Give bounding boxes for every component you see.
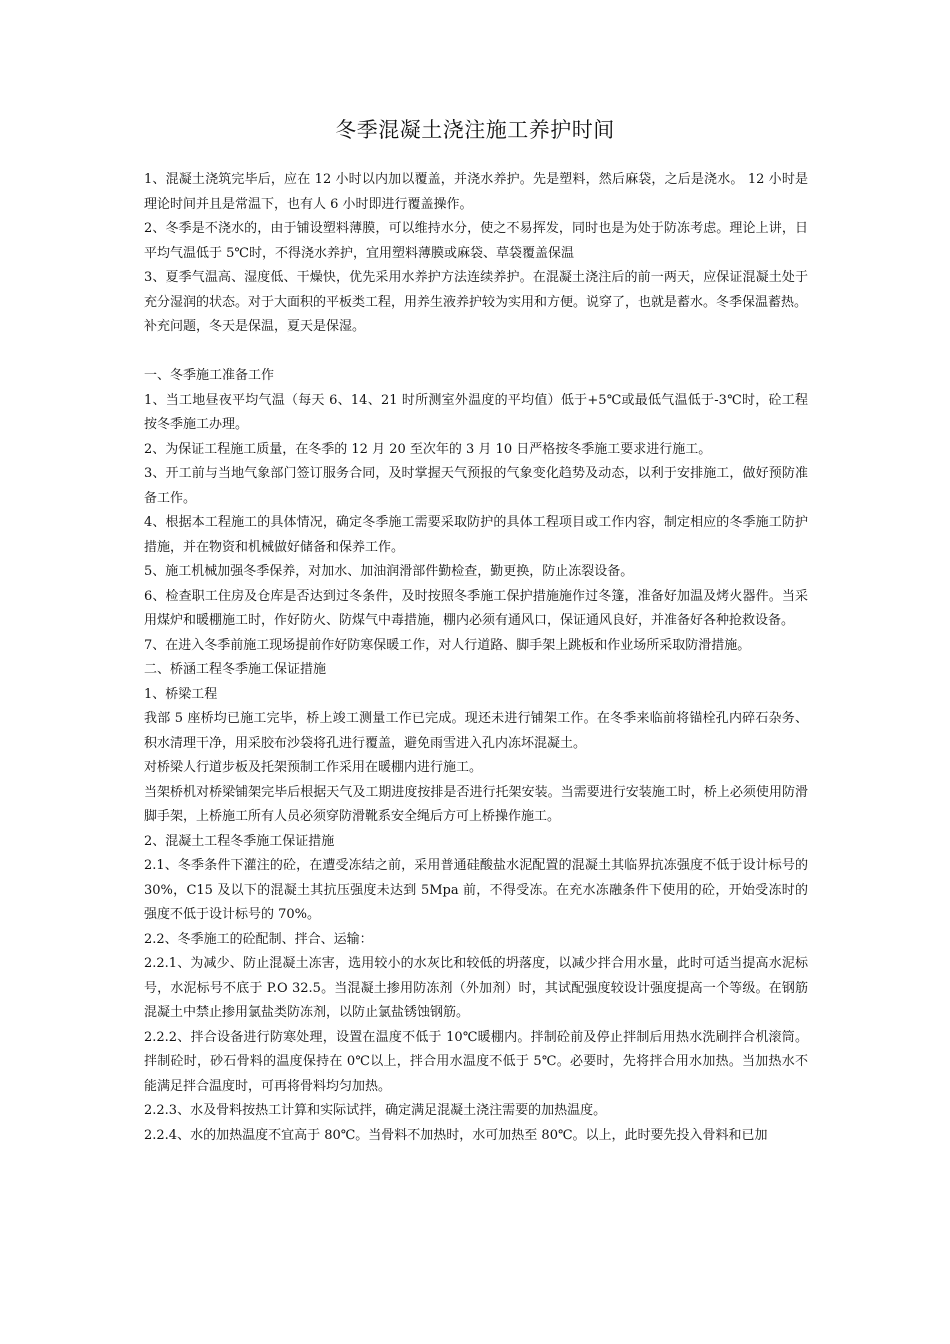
document-title: 冬季混凝土浇注施工养护时间 — [335, 118, 615, 142]
paragraph: 2.2.1、为减少、防止混凝土冻害，选用较小的水灰比和较低的坍落度，以减少拌合用水量，此时可适当提高水泥标号，水泥标号不底于 P.O 32.5。当混凝土掺用防冻剂（外加剂）时，其试配强度较设计强度提高一个等级。在钢筋混凝土中禁止掺用氯盐类防冻剂，以防止氯盐锈蚀钢筋。 — [144, 956, 808, 1020]
paragraph: 2.2、冬季施工的砼配制、拌合、运输： — [144, 931, 373, 947]
paragraph: 2.1、冬季条件下灌注的砼，在遭受冻结之前，采用普通硅酸盐水泥配置的混凝土其临界抗冻强度不低于设计标号的 30%，C15 及以下的混凝土其抗压强度未达到 5Mpa 前，不得受冻。在充水冻融条件下使用的砼，开始受冻时的强度不低于设计标号的 70%。 — [144, 858, 808, 922]
paragraph: 2.2.2、拌合设备进行防寒处理，设置在温度不低于 10℃暖棚内。拌制砼前及停止拌制后用热水洗刷拌合机滚筒。拌制砼时，砂石骨料的温度保持在 0℃以上，拌合用水温度不低于 5℃。必要时，先将拌合用水加热。当加热水不能满足拌合温度时，可再将骨料均匀加热。 — [144, 1029, 808, 1094]
paragraph: 5、施工机械加强冬季保养，对加水、加油润滑部件勤检查，勤更换，防止冻裂设备。 — [144, 564, 634, 579]
paragraph: 我部 5 座桥均已施工完毕，桥上竣工测量工作已完成。现还未进行铺架工作。在冬季来临前将锚栓孔内碎石杂务、积水清理干净，用采胶布沙袋将孔进行覆盖，避免雨雪进入孔内冻坏混凝土。 — [144, 711, 808, 751]
paragraph: 1、混凝土浇筑完毕后，应在 12 小时以内加以覆盖，并浇水养护。先是塑料，然后麻袋，之后是浇水。 12 小时是理论时间并且是常温下，也有人 6 小时即进行覆盖操作。 — [144, 172, 808, 212]
paragraph: 2、混凝土工程冬季施工保证措施 — [144, 833, 335, 849]
paragraph: 补充问题，冬天是保温，夏天是保湿。 — [144, 319, 366, 334]
paragraph: 6、检查职工住房及仓库是否达到过冬条件，及时按照冬季施工保护措施施作过冬篷，准备好加温及烤火器件。当采用煤炉和暖棚施工时，作好防火、防煤气中毒措施，棚内必须有通风口，保证通风良好，并准备好各种抢救设备。 — [144, 588, 808, 628]
paragraph: 4、根据本工程施工的具体情况，确定冬季施工需要采取防护的具体工程项目或工作内容，制定相应的冬季施工防护措施，并在物资和机械做好储备和保养工作。 — [144, 515, 808, 555]
document-body — [144, 168, 808, 1148]
paragraph: 当架桥机对桥梁铺架完毕后根据天气及工期进度按排是否进行托架安装。当需要进行安装施工时，桥上必须使用防滑脚手架，上桥施工所有人员必须穿防滑靴系安全绳后方可上桥操作施工。 — [144, 784, 808, 824]
paragraph: 7、在进入冬季前施工现场提前作好防寒保暖工作，对人行道路、脚手架上跳板和作业场所采取防滑措施。 — [144, 637, 751, 653]
paragraph: 3、夏季气温高、湿度低、干燥快，优先采用水养护方法连续养护。在混凝土浇注后的前一两天，应保证混凝土处于充分湿润的状态。对于大面积的平板类工程，用养生液养护较为实用和方便。说穿了，也就是蓄水。冬季保温蓄热。 — [144, 270, 808, 310]
paragraph: 3、开工前与当地气象部门签订服务合同，及时掌握天气预报的气象变化趋势及动态，以利于安排施工，做好预防准备工作。 — [144, 466, 808, 506]
paragraph: 2、冬季是不浇水的，由于铺设塑料薄膜，可以维持水分，使之不易挥发，同时也是为处于防冻考虑。理论上讲，日平均气温低于 5℃时，不得浇水养护，宜用塑料薄膜或麻袋、草袋覆盖保温 — [144, 221, 808, 261]
paragraph: 1、桥梁工程 — [144, 686, 218, 702]
paragraph: 二、桥涵工程冬季施工保证措施 — [144, 662, 327, 677]
paragraph: 2.2.3、水及骨料按热工计算和实际试拌，确定满足混凝土浇注需要的加热温度。 — [144, 1103, 607, 1118]
blank-line — [144, 340, 808, 365]
paragraph: 2.2.4、水的加热温度不宜高于 80℃。当骨料不加热时，水可加热至 80℃。以上，此时要先投入骨料和已加 — [144, 1127, 768, 1143]
paragraph: 2、为保证工程施工质量，在冬季的 12 月 20 至次年的 3 月 10 日严格按冬季施工要求进行施工。 — [144, 441, 712, 457]
paragraph: 一、冬季施工准备工作 — [144, 368, 275, 383]
paragraph: 1、当工地昼夜平均气温（每天 6、14、21 时所测室外温度的平均值）低于+5℃或最低气温低于-3℃时，砼工程按冬季施工办理。 — [144, 392, 808, 432]
paragraph: 对桥梁人行道步板及托架预制工作采用在暖棚内进行施工。 — [144, 760, 483, 775]
